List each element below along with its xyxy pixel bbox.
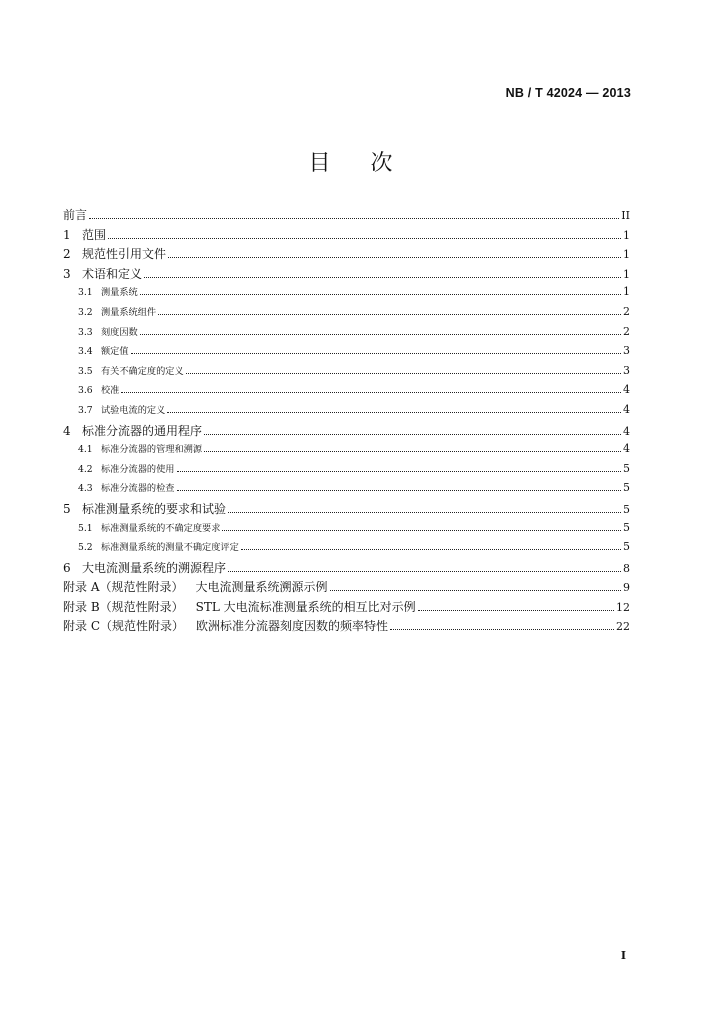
toc-leader-dots: [186, 373, 621, 374]
toc-entry[interactable]: [63, 559, 630, 579]
toc-leader-dots: [228, 571, 621, 572]
page-number: I: [620, 949, 626, 962]
toc-entry[interactable]: [63, 539, 630, 559]
toc-entry-label: 标准测量系统的测量不确定度评定: [101, 542, 239, 554]
toc-entry-page: 5: [623, 540, 630, 554]
toc-leader-dots: [222, 530, 621, 531]
toc-leader-dots: [144, 277, 621, 278]
toc-entry-label: 大电流测量系统溯源示例: [195, 580, 328, 595]
toc-entry-page: 2: [623, 324, 630, 338]
toc-entry-label: 校准: [101, 385, 120, 397]
toc-leader-dots: [177, 490, 622, 491]
toc-entry-label: 范围: [82, 227, 107, 242]
toc-entry-page: 4: [623, 402, 630, 416]
toc-entry-label: 测量系统组件: [101, 306, 157, 318]
toc-leader-dots: [158, 314, 621, 315]
toc-entry-label: 标准分流器的使用: [101, 463, 175, 475]
toc-entry-number: 4: [63, 423, 71, 438]
toc-entry-label: 标准测量系统的要求和试验: [82, 501, 227, 516]
toc-entry-page: 1: [623, 228, 630, 242]
table-of-contents: [63, 206, 630, 637]
toc-entry-label: 测量系统: [101, 287, 138, 299]
toc-entry-number: 5.2: [78, 542, 93, 554]
toc-entry[interactable]: [63, 598, 630, 618]
toc-entry-number: 5: [63, 501, 71, 516]
toc-leader-dots: [89, 218, 619, 219]
toc-entry-number: 3.5: [78, 365, 93, 377]
toc-entry[interactable]: [63, 245, 630, 265]
toc-entry-label: 大电流测量系统的溯源程序: [82, 560, 227, 575]
toc-entry-page: 4: [623, 442, 630, 456]
toc-entry-number: 6: [63, 560, 71, 575]
toc-entry[interactable]: [63, 441, 630, 461]
toc-entry-number: 3.4: [78, 346, 93, 358]
toc-entry-number: 3.2: [78, 306, 93, 318]
toc-entry-label: 规范性引用文件: [82, 247, 167, 262]
toc-entry-label: 前言: [63, 208, 88, 222]
toc-leader-dots: [228, 512, 621, 513]
toc-entry-number: 附录 A（规范性附录）: [63, 580, 184, 595]
toc-leader-dots: [390, 629, 614, 630]
toc-entry[interactable]: [63, 284, 630, 304]
toc-entry-label: 刻度因数: [101, 326, 138, 338]
toc-entry[interactable]: [63, 480, 630, 500]
toc-entry-number: 3.6: [78, 385, 93, 397]
toc-entry-page: 4: [623, 383, 630, 397]
toc-entry-label: 标准测量系统的不确定度要求: [101, 522, 221, 534]
toc-leader-dots: [418, 610, 614, 611]
toc-entry-page: 1: [623, 267, 630, 281]
toc-entry-page: II: [621, 209, 630, 222]
toc-entry[interactable]: [63, 461, 630, 481]
toc-entry[interactable]: [63, 382, 630, 402]
toc-entry-page: 9: [623, 581, 630, 595]
toc-entry-number: 4.1: [78, 444, 93, 456]
toc-leader-dots: [330, 590, 622, 591]
toc-entry-label: 术语和定义: [82, 266, 143, 281]
toc-entry-label: 欧洲标准分流器刻度因数的频率特性: [196, 619, 389, 634]
toc-entry[interactable]: [63, 402, 630, 422]
toc-entry[interactable]: [63, 265, 630, 285]
toc-entry-page: 3: [623, 344, 630, 358]
toc-entry-page: 4: [623, 424, 630, 438]
toc-leader-dots: [140, 294, 621, 295]
toc-entry-number: 4.3: [78, 483, 93, 495]
toc-entry[interactable]: [63, 578, 630, 598]
toc-leader-dots: [131, 353, 621, 354]
toc-entry-number: 1: [63, 227, 71, 242]
toc-leader-dots: [168, 257, 621, 258]
toc-entry-page: 3: [623, 363, 630, 377]
toc-entry[interactable]: [63, 206, 630, 226]
toc-entry-label: 标准分流器的检查: [101, 483, 175, 495]
toc-entry-label: 试验电流的定义: [101, 404, 166, 416]
page-title: 目次: [308, 151, 433, 176]
standard-number: NB / T 42024 — 2013: [505, 86, 631, 100]
toc-entry-number: 附录 B（规范性附录）: [63, 599, 184, 614]
toc-entry-number: 4.2: [78, 463, 93, 475]
toc-entry-page: 8: [623, 561, 630, 575]
toc-entry-page: 5: [623, 461, 630, 475]
toc-leader-dots: [140, 334, 621, 335]
toc-entry[interactable]: [63, 324, 630, 344]
toc-entry-label: 标准分流器的通用程序: [82, 423, 203, 438]
toc-entry-number: 3: [63, 266, 71, 281]
toc-entry-number: 3.3: [78, 326, 93, 338]
toc-entry-page: 1: [623, 285, 630, 299]
toc-entry[interactable]: [63, 617, 630, 637]
toc-entry[interactable]: [63, 422, 630, 442]
toc-entry-page: 12: [616, 600, 630, 614]
toc-entry-number: 附录 C（规范性附录）: [63, 619, 184, 634]
toc-leader-dots: [177, 471, 622, 472]
toc-entry-page: 22: [616, 620, 630, 634]
toc-entry[interactable]: [63, 226, 630, 246]
toc-entry[interactable]: [63, 343, 630, 363]
toc-leader-dots: [204, 451, 621, 452]
toc-entry-label: STL 大电流标准测量系统的相互比对示例: [195, 599, 416, 614]
toc-entry-page: 5: [623, 520, 630, 534]
toc-entry[interactable]: [63, 304, 630, 324]
toc-leader-dots: [167, 412, 621, 413]
toc-leader-dots: [121, 392, 621, 393]
toc-entry-label: 额定值: [101, 346, 129, 358]
toc-leader-dots: [241, 549, 621, 550]
toc-entry-label: 有关不确定度的定义: [101, 365, 184, 377]
toc-leader-dots: [108, 238, 621, 239]
toc-entry-page: 5: [623, 502, 630, 516]
toc-entry[interactable]: [63, 363, 630, 383]
toc-entry-page: 2: [623, 304, 630, 318]
toc-leader-dots: [204, 434, 621, 435]
toc-entry-number: 3.1: [78, 287, 93, 299]
toc-entry-label: 标准分流器的管理和溯源: [101, 444, 203, 456]
toc-entry-number: 2: [63, 247, 71, 262]
toc-entry-page: 5: [623, 481, 630, 495]
toc-entry-page: 1: [623, 248, 630, 262]
toc-entry-number: 3.7: [78, 404, 93, 416]
toc-entry[interactable]: [63, 520, 630, 540]
toc-entry[interactable]: [63, 500, 630, 520]
toc-entry-number: 5.1: [78, 522, 93, 534]
